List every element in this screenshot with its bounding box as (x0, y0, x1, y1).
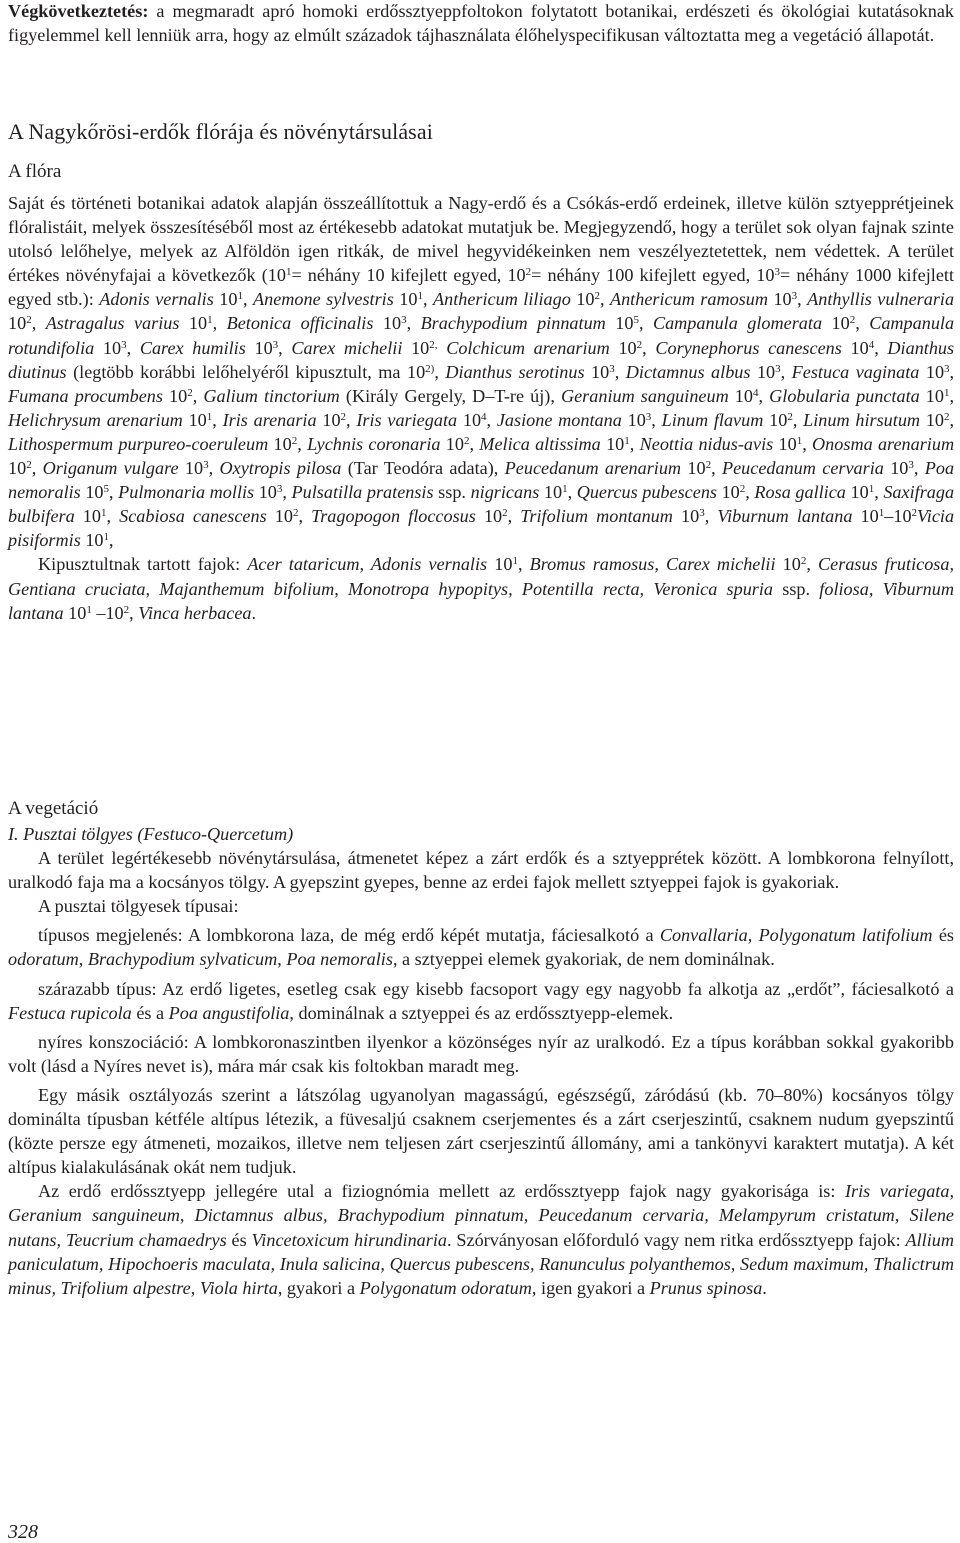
vegetation-heading: A vegetáció (8, 798, 99, 819)
vegetation-paragraph-7: Az erdő erdőssztyepp jellegére utal a fiziognómia mellett az erdőssztyepp fajok nagy gyakorisága is: Iris variegata, Geranium sanguineum, Dictamnus albus, Brachypodium pinnatum, Peucedanum cervaria, Melampyrum cristatum, Silene nutans, Teucrium chamaedrys és Vincetoxicum hirundinaria. Szórványosan előforduló vagy nem ritka erdőssztyepp fajok: Allium paniculatum, Hipochoeris maculata, Inula salicina, Quercus pubescens, Ranunculus polyanthemos, Sedum maximum, Thalictrum minus, Trifolium alpestre, Viola hirta, gyakori a Polygonatum odoratum, igen gyakori a Prunus spinosa. (8, 1181, 954, 1298)
flora-text: Saját és történeti botanikai adatok alapján összeállítottuk a Nagy-erdő és a Csókás-erdő erdeinek, illetve külön sztyepprétjeinek flóralistáit, melyek összesítéséből most az értékesebb adatokat mutatjuk be. Megjegyzendő, hogy a terület sok olyan fajnak szinte utolsó lelőhelye, melyek az Alföldön igen ritkák, de mivel hegyvidékeinken nem veszélyeztetettek, nem védettek. A terület értékes növényfajai a következők (8, 193, 954, 286)
intro-paragraph (8, 0, 954, 47)
section-title: A Nagykőrösi-erdők flórája és növénytársulásai (8, 119, 433, 144)
vegetation-paragraph-6: Egy másik osztályozás szerint a látszólag ugyanolyan magasságú, egészségű, záródású (kb. 70–80%) kocsányos tölgy dominálta típusban kétféle altípus létezik, a füvesaljú csaknem cserjementes és a zárt cserjeszintű, csaknem nudum gyepszintű (közte persze egy átmeneti, mozaikos, illetve nem teljesen zárt cserjeszintű állomány, ami a tankönyvi karaktert mutatja). A két altípus kialakulásának okát nem tudjuk. (8, 1084, 954, 1178)
vegetation-paragraph-1: A terület legértékesebb növénytársulása, átmenetet képez a zárt erdők és a sztyepprétek között. A lombkorona felnyílott, uralkodó faja ma a kocsányos tölgy. A gyepszint gyepes, benne az erdei fajok mellett sztyeppei fajok is gyakoriak. (8, 848, 954, 893)
vegetation-body (8, 822, 954, 1300)
vegetation-paragraph-2: A pusztai tölgyesek típusai: (38, 896, 239, 917)
flora-body (8, 191, 954, 625)
species-value-list: ($10^1=$ néhány 10 kifejlett egyed, $10^2=$ néhány 100 kifejlett egyed, $10^3=$ néhány 1000 kifejlett egyed stb.): Adonis vernalis $10^1$, Anemone sylvestris $10^1$, Anthericum liliago $10^2$, Anthericum ramosum $10^3$, Anthyllis vulneraria $10^2$, Astragalus varius $10^1$, Betonica officinalis $10^3$, Brachypodium pinnatum $10^5$, Campanula glomerata $10^2$, Campanula rotundifolia $10^3$, Carex humilis $10^3$, Carex michelii $10^{2,}$ Colchicum arenarium $10^2$, Corynephorus canescens $10^4$, Dianthus diutinus (legtöbb korábbi lelőhelyéről kipusztult, ma 10$^{2)}$, Dianthus serotinus $10^3$, Dictamnus albus $10^3$, Festuca vaginata $10^3$, Fumana procumbens $10^2$, Galium tinctorium (Király Gergely, D–T-re új), Geranium sanguineum $10^4$, Globularia punctata $10^1$, Helichrysum arenarium $10^1$, Iris arenaria $10^2$, Iris variegata $10^4$, Jasione montana $10^3$, Linum flavum $10^2$, Linum hirsutum $10^2$, Lithospermum purpureo-coeruleum $10^2$, Lychnis coronaria $10^2$, Melica altissima $10^1$, Neottia nidus-avis $10^1$, Onosma arenarium $10^2$, Origanum vulgare $10^3$, Oxytropis pilosa (Tar Teodóra adata), Peucedanum arenarium $10^2$, Peucedanum cervaria $10^3$, Poa nemoralis $10^5$, Pulmonaria mollis $10^3$, Pulsatilla pratensis ssp. nigricans $10^1$, Quercus pubescens $10^2$, Rosa gallica $10^1$, Saxifraga bulbifera $10^1$, Scabiosa canescens $10^2$, Tragopogon floccosus $10^2$, Trifolium montanum $10^3$, Viburnum lantana $10^1-10^2Vicia$ pisiformis $10^1$, (8, 265, 955, 551)
intro-text: a megmaradt apró homoki erdőssztyeppfoltokon folytatott botanikai, erdészeti és ökológiai kutatásoknak figyelemmel kell lenniük arra, hogy az elmúlt századok tájhasználata élőhelyspecifikusan változtatta meg a vegetáció állapotát. (8, 1, 955, 46)
intro-label: Végkövetkeztetés: (8, 1, 149, 21)
flora-paragraph (8, 191, 954, 552)
vegetation-paragraph-5: nyíres konszociáció: A lombkoronaszintben ilyenkor a közönséges nyír az uralkodó. Ez a típus korábban sokkal gyakoribb volt (lásd a Nyíres nevet is), mára már csak kis foltokban maradt meg. (8, 1031, 954, 1076)
vegetation-subheading: I. Pusztai tölgyes (Festuco-Quercetum) (8, 824, 294, 844)
vegetation-paragraph-3: típusos megjelenés: A lombkorona laza, de még erdő képét mutatja, fáciesalkotó a Convallaria, Polygonatum latifolium és odoratum, Brachypodium sylvaticum, Poa nemoralis, a sztyeppei elemek gyakoriak, de nem dominálnak. (8, 925, 954, 970)
page-number: 328 (8, 1521, 38, 1543)
flora-heading: A flóra (8, 161, 62, 182)
extinct-species-paragraph: Kipusztultnak tartott fajok: Acer tataricum, Adonis vernalis $10^1$, Bromus ramosus, Carex michelii $10^2$, Cerasus fruticosa, Gentiana cruciata, Majanthemum bifolium, Monotropa hypopitys, Potentilla recta, Veronica spuria ssp. foliosa, Viburnum lantana $10^1$ $-10^2$, Vinca herbacea. (8, 554, 955, 623)
vegetation-paragraph-4: szárazabb típus: Az erdő ligetes, esetleg csak egy kisebb facsoport vagy egy nagyobb fa alkotja az „erdőt”, fáciesalkotó a Festuca rupicola és a Poa angustifolia, dominálnak a sztyeppei és az erdőssztyepp-elemek. (8, 978, 954, 1023)
